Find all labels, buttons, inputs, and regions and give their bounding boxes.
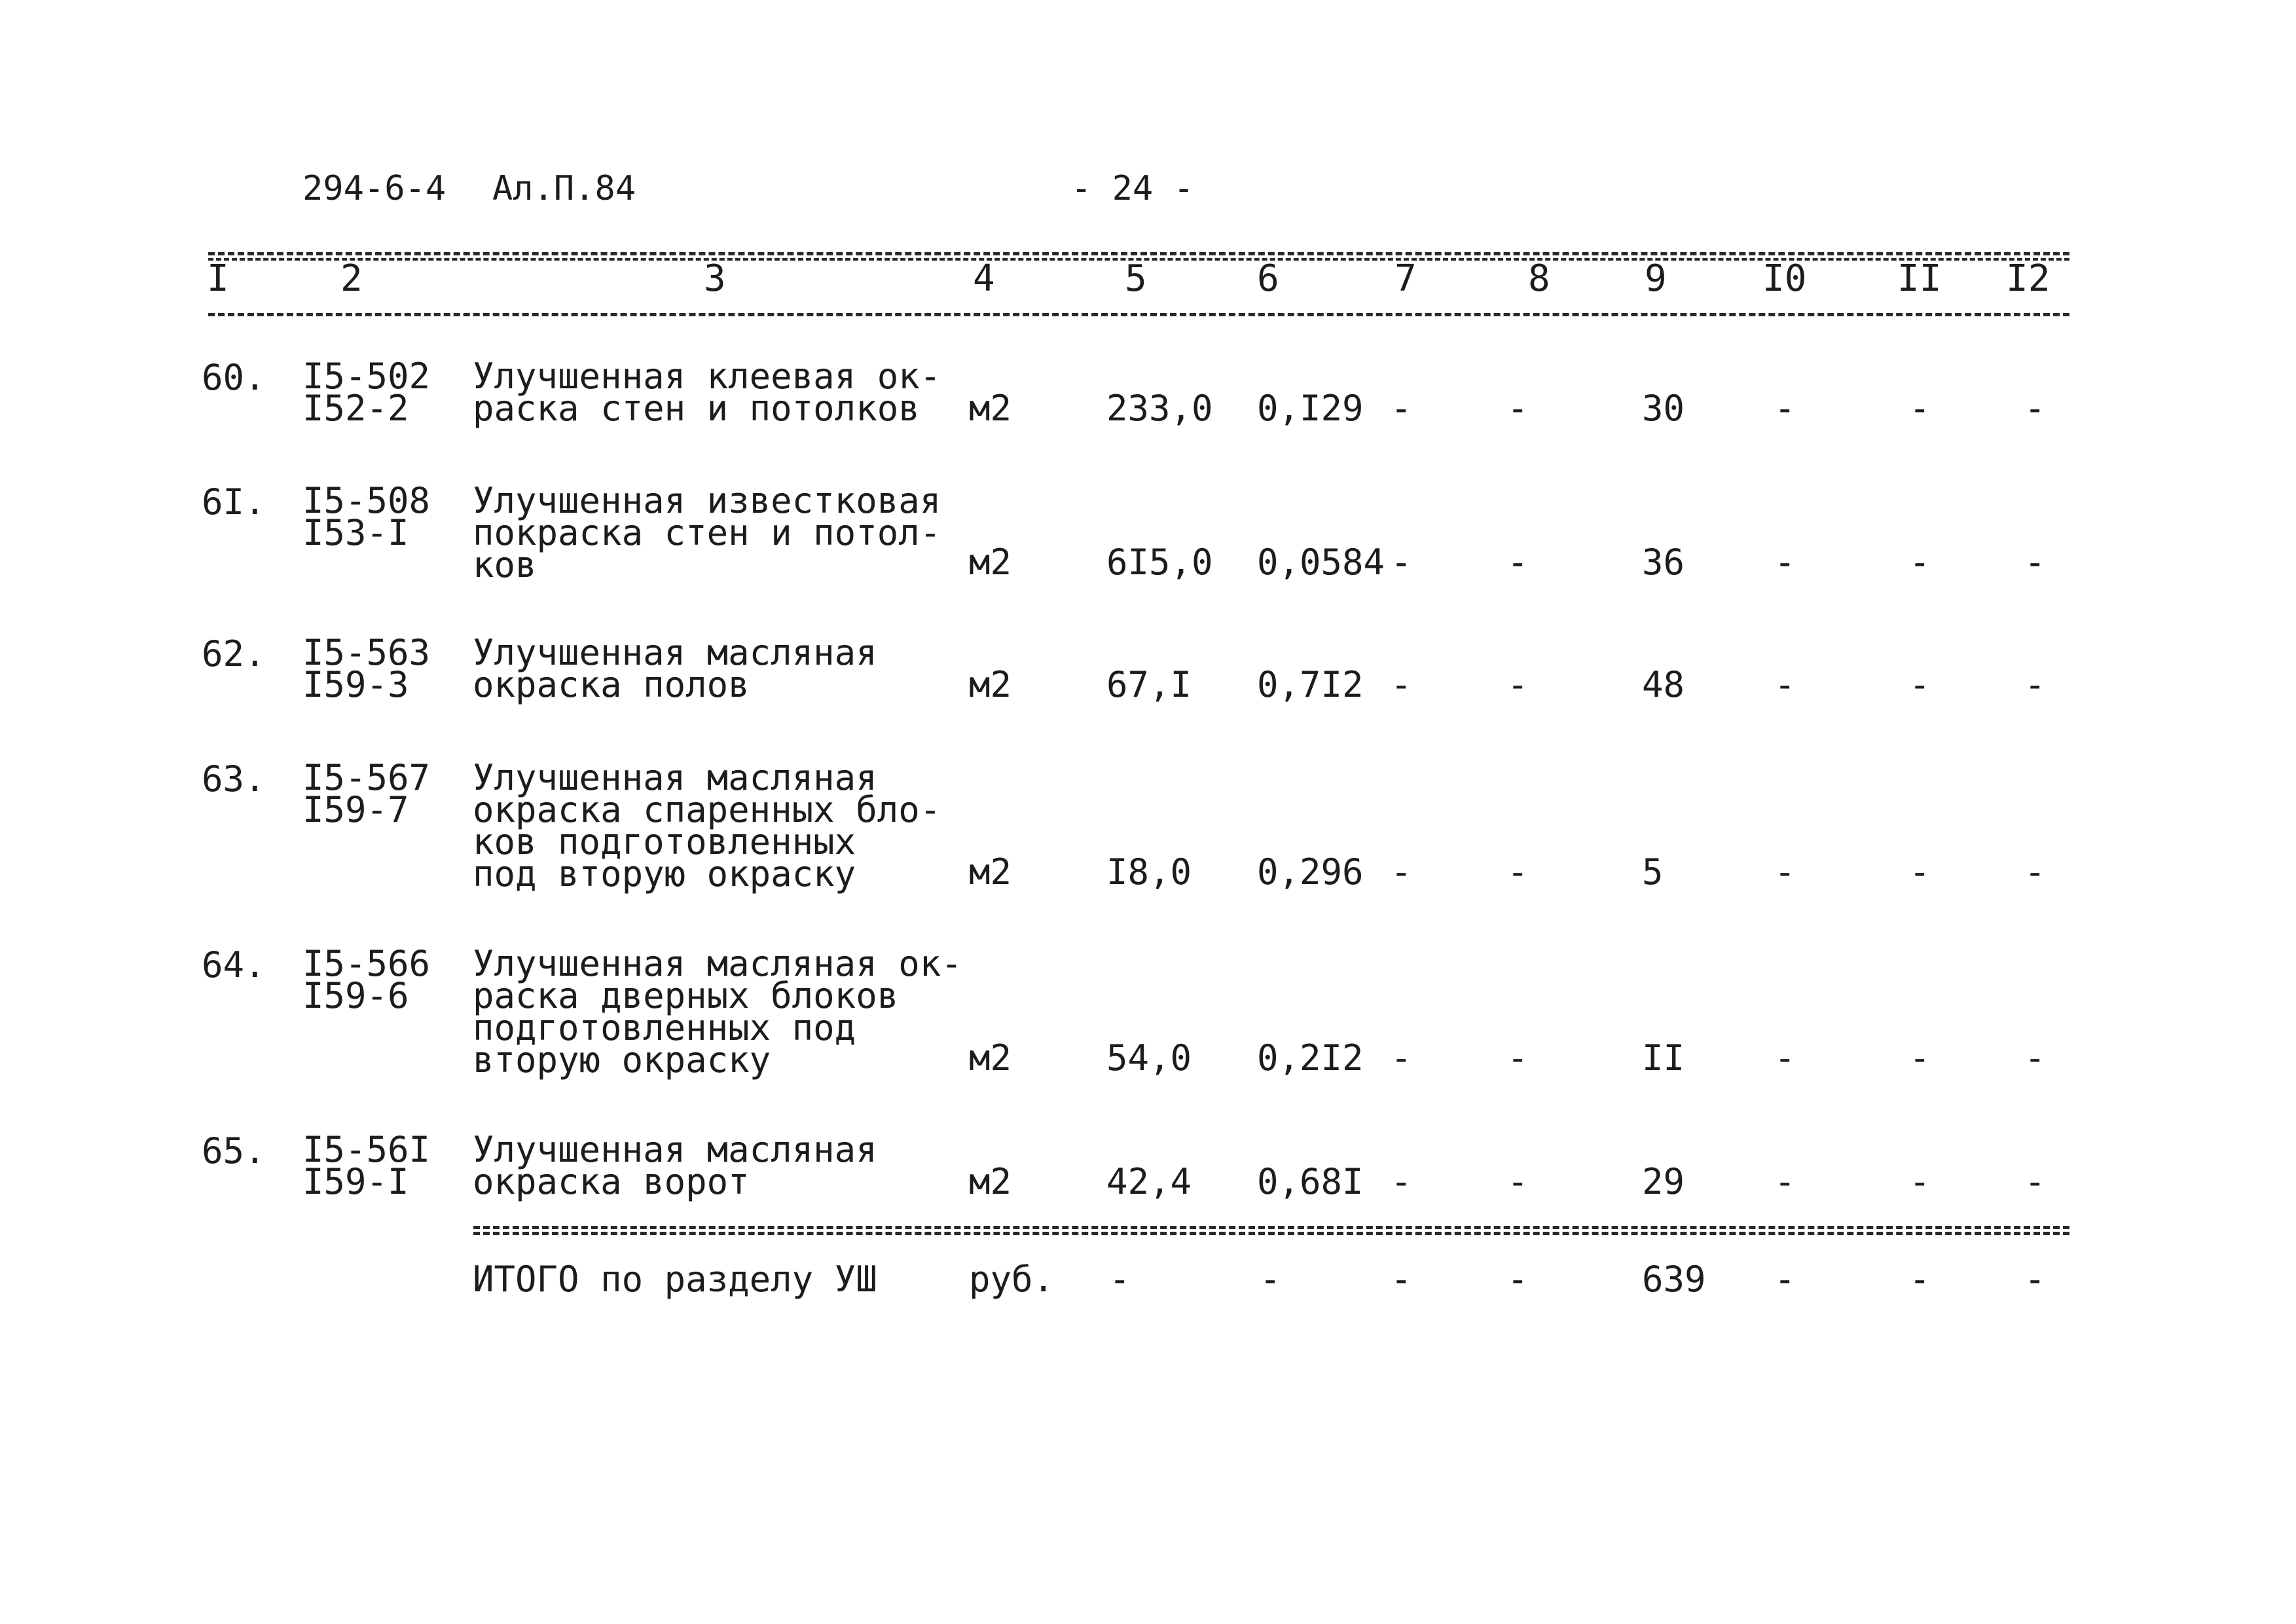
table-top-rule <box>208 252 2069 255</box>
col-header-3: 3 <box>704 257 726 300</box>
row-col12: - <box>2024 542 2046 583</box>
row-col8: - <box>1507 388 1529 429</box>
row-col7: - <box>1391 542 1412 583</box>
row-number: 62. <box>202 633 266 674</box>
row-quantity: 6I5,0 <box>1106 542 1213 583</box>
col-header-8: 8 <box>1528 257 1550 300</box>
row-col9: 5 <box>1642 851 1664 893</box>
row-code: I5-56I I59-I <box>302 1129 431 1202</box>
row-unit: м2 <box>969 851 1012 893</box>
row-col9: 30 <box>1642 388 1685 429</box>
col-header-10: I0 <box>1762 257 1807 300</box>
row-col12: - <box>2024 1037 2046 1079</box>
row-norm: 0,296 <box>1257 851 1364 893</box>
row-col12: - <box>2024 851 2046 893</box>
row-col7: - <box>1391 1161 1412 1202</box>
total-col6: - <box>1260 1259 1281 1300</box>
doc-code: 294-6-4 <box>302 169 446 208</box>
row-col12: - <box>2024 1161 2046 1202</box>
page-number: - 24 - <box>1071 169 1194 208</box>
total-rule <box>473 1226 2069 1229</box>
row-col8: - <box>1507 542 1529 583</box>
row-description: Улучшенная масляная окраска ворот <box>473 1129 877 1202</box>
row-number: 64. <box>202 944 266 986</box>
row-col10: - <box>1774 542 1796 583</box>
total-col7: - <box>1391 1259 1412 1300</box>
col-header-9: 9 <box>1645 257 1667 300</box>
row-col9: 36 <box>1642 542 1685 583</box>
row-code: I5-567 I59-7 <box>302 757 431 830</box>
row-code: I5-566 I59-6 <box>302 943 431 1016</box>
row-col10: - <box>1774 851 1796 893</box>
row-col8: - <box>1507 1037 1529 1079</box>
table-header-rule <box>208 313 2069 316</box>
total-col11: - <box>1909 1259 1931 1300</box>
row-description: Улучшенная известковая покраска стен и потол- ков <box>473 480 941 585</box>
row-col8: - <box>1507 1161 1529 1202</box>
row-col7: - <box>1391 851 1412 893</box>
row-col9: II <box>1642 1037 1685 1079</box>
row-description: Улучшенная масляная окраска полов <box>473 632 877 705</box>
col-header-2: 2 <box>340 257 363 300</box>
col-header-7: 7 <box>1394 257 1417 300</box>
row-col11: - <box>1909 664 1931 705</box>
col-header-4: 4 <box>973 257 995 300</box>
row-description: Улучшенная масляная ок- раска дверных блоков подготовленных под вторую окраску <box>473 943 962 1080</box>
row-col10: - <box>1774 1161 1796 1202</box>
row-col11: - <box>1909 851 1931 893</box>
row-col12: - <box>2024 664 2046 705</box>
row-col10: - <box>1774 664 1796 705</box>
row-quantity: 67,I <box>1106 664 1192 705</box>
row-norm: 0,7I2 <box>1257 664 1364 705</box>
row-number: 60. <box>202 357 266 398</box>
row-quantity: I8,0 <box>1106 851 1192 893</box>
col-header-6: 6 <box>1257 257 1279 300</box>
row-col8: - <box>1507 851 1529 893</box>
row-code: I5-508 I53-I <box>302 480 431 553</box>
row-col11: - <box>1909 388 1931 429</box>
row-description: Улучшенная масляная окраска спаренных бло- ков подготовленных под вторую окраску <box>473 757 941 895</box>
total-col9: 639 <box>1642 1259 1706 1300</box>
row-norm: 0,0584 <box>1257 542 1385 583</box>
album-number: Ал.П.84 <box>492 169 636 208</box>
row-norm: 0,68I <box>1257 1161 1364 1202</box>
row-description: Улучшенная клеевая ок- раска стен и потолков <box>473 356 941 429</box>
row-code: I5-502 I52-2 <box>302 356 431 429</box>
row-col7: - <box>1391 1037 1412 1079</box>
total-col8: - <box>1507 1259 1529 1300</box>
row-col11: - <box>1909 542 1931 583</box>
row-number: 6I. <box>202 481 266 523</box>
total-unit: руб. <box>969 1259 1055 1300</box>
row-unit: м2 <box>969 1161 1012 1202</box>
total-col5: - <box>1109 1259 1131 1300</box>
total-label: ИТОГО по разделу УШ <box>473 1259 877 1300</box>
row-norm: 0,I29 <box>1257 388 1364 429</box>
col-header-5: 5 <box>1125 257 1147 300</box>
col-header-1: I <box>207 257 229 300</box>
row-col12: - <box>2024 388 2046 429</box>
row-col10: - <box>1774 1037 1796 1079</box>
col-header-11: II <box>1897 257 1942 300</box>
row-col9: 29 <box>1642 1161 1685 1202</box>
row-col7: - <box>1391 388 1412 429</box>
row-quantity: 42,4 <box>1106 1161 1192 1202</box>
row-norm: 0,2I2 <box>1257 1037 1364 1079</box>
row-col9: 48 <box>1642 664 1685 705</box>
row-col7: - <box>1391 664 1412 705</box>
total-rule-2 <box>473 1232 2069 1235</box>
row-unit: м2 <box>969 1037 1012 1079</box>
row-number: 63. <box>202 758 266 800</box>
row-col10: - <box>1774 388 1796 429</box>
col-header-12: I2 <box>2006 257 2050 300</box>
row-code: I5-563 I59-3 <box>302 632 431 705</box>
row-number: 65. <box>202 1130 266 1172</box>
row-col11: - <box>1909 1037 1931 1079</box>
row-unit: м2 <box>969 388 1012 429</box>
row-quantity: 233,0 <box>1106 388 1213 429</box>
total-col12: - <box>2024 1259 2046 1300</box>
total-col10: - <box>1774 1259 1796 1300</box>
row-unit: м2 <box>969 542 1012 583</box>
row-col8: - <box>1507 664 1529 705</box>
row-unit: м2 <box>969 664 1012 705</box>
row-quantity: 54,0 <box>1106 1037 1192 1079</box>
row-col11: - <box>1909 1161 1931 1202</box>
